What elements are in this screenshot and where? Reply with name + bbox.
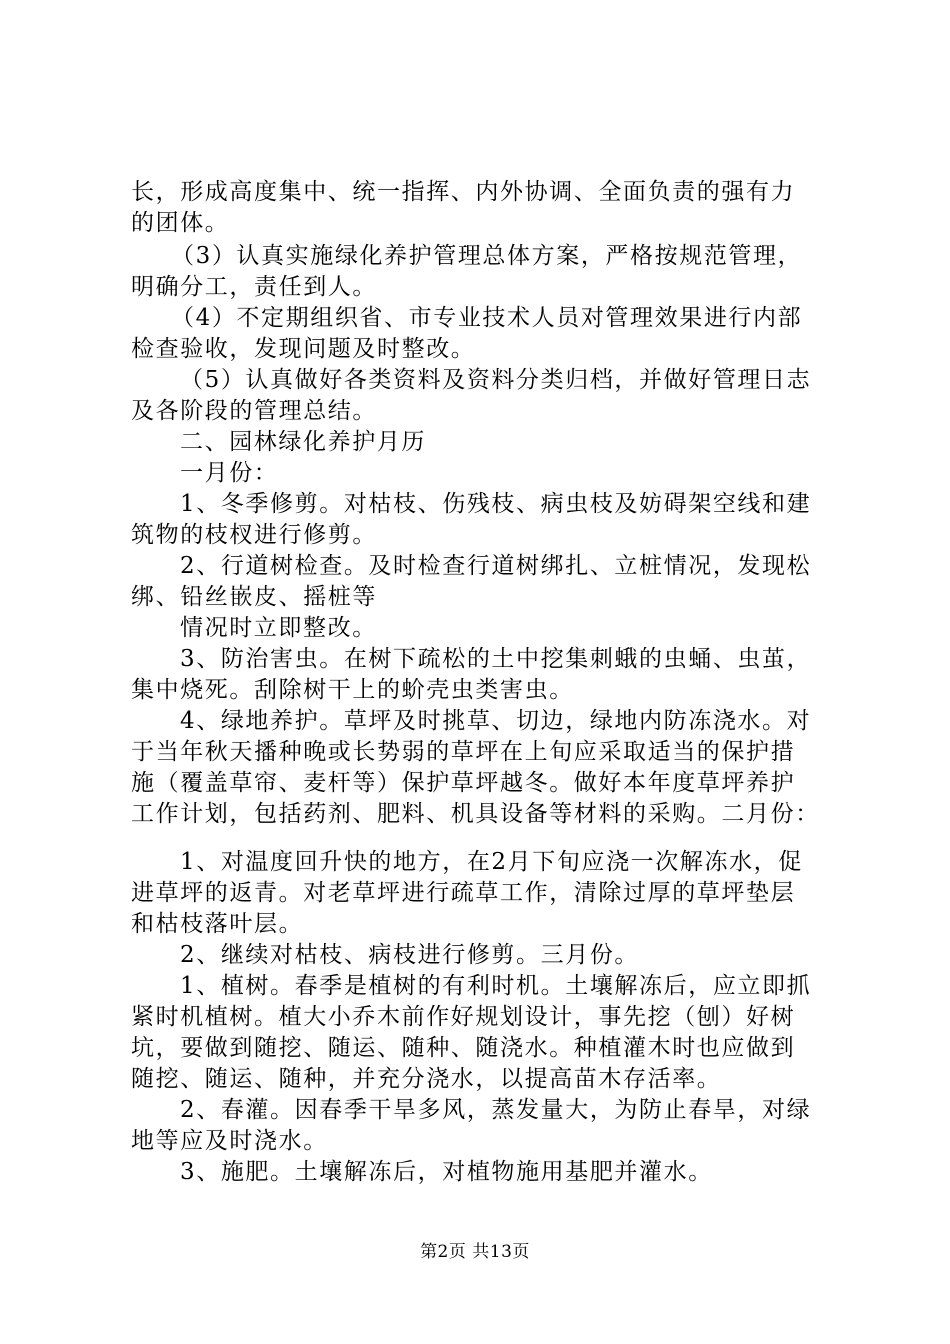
text-line: 3、防治害虫。在树下疏松的土中挖集刺蛾的虫蛹、虫茧， bbox=[180, 646, 812, 672]
text-line: 绑、铅丝嵌皮、摇桩等 bbox=[131, 584, 377, 610]
text-line: 随挖、随运、随种，并充分浇水，以提高苗木存活率。 bbox=[131, 1066, 722, 1092]
text-line: 检查验收，发现问题及时整改。 bbox=[131, 336, 476, 362]
text-line: 及各阶段的管理总结。 bbox=[131, 398, 377, 424]
text-line: 的团体。 bbox=[131, 210, 230, 236]
text-line: 1、植树。春季是植树的有利时机。土壤解冻后，应立即抓 bbox=[180, 973, 812, 999]
text-line: 地等应及时浇水。 bbox=[131, 1128, 328, 1154]
text-line: 2、行道树检查。及时检查行道树绑扎、立桩情况，发现松 bbox=[180, 553, 812, 579]
text-line: （3）认真实施绿化养护管理总体方案，严格按规范管理， bbox=[171, 243, 803, 269]
text-line: 4、绿地养护。草坪及时挑草、切边，绿地内防冻浇水。对 bbox=[180, 708, 812, 734]
text-line: 坑，要做到随挖、随运、随种、随浇水。种植灌木时也应做到 bbox=[131, 1035, 796, 1061]
text-line: 进草坪的返青。对老草坪进行疏草工作，清除过厚的草坪垫层 bbox=[131, 880, 796, 906]
text-line: 明确分工，责任到人。 bbox=[131, 274, 377, 300]
text-line: 工作计划，包括药剂、肥料、机具设备等材料的采购。二月份： bbox=[131, 801, 820, 827]
text-line: 施（覆盖草帘、麦杆等）保护草坪越冬。做好本年度草坪养护 bbox=[131, 770, 796, 796]
text-line: 3、施肥。土壤解冻后，对植物施用基肥并灌水。 bbox=[180, 1159, 713, 1185]
text-line: 2、继续对枯枝、病枝进行修剪。三月份。 bbox=[180, 942, 640, 968]
text-line: 2、春灌。因春季干旱多风，蒸发量大，为防止春旱，对绿 bbox=[180, 1097, 812, 1123]
text-line: 紧时机植树。植大小乔木前作好规划设计，事先挖（刨）好树 bbox=[131, 1004, 796, 1030]
text-line: 集中烧死。刮除树干上的蚧壳虫类害虫。 bbox=[131, 677, 574, 703]
page-footer: 第2页 共13页 bbox=[420, 1242, 530, 1262]
section-heading: 二、园林绿化养护月历 bbox=[180, 429, 426, 455]
text-line: 1、冬季修剪。对枯枝、伤残枝、病虫枝及妨碍架空线和建 bbox=[180, 491, 812, 517]
text-line: （4）不定期组织省、市专业技术人员对管理效果进行内部 bbox=[171, 305, 803, 331]
text-line: 筑物的枝杈进行修剪。 bbox=[131, 522, 377, 548]
text-line: 1、对温度回升快的地方，在2月下旬应浇一次解冻水，促 bbox=[180, 849, 803, 875]
text-line: 于当年秋天播种晚或长势弱的草坪在上旬应采取适当的保护措 bbox=[131, 739, 796, 765]
text-line: 长，形成高度集中、统一指挥、内外协调、全面负责的强有力 bbox=[131, 179, 796, 205]
text-line: 和枯枝落叶层。 bbox=[131, 911, 304, 937]
text-line: 情况时立即整改。 bbox=[180, 615, 377, 641]
month-heading: 一月份： bbox=[180, 460, 279, 486]
text-line: （5）认真做好各类资料及资料分类归档，并做好管理日志 bbox=[180, 367, 812, 393]
